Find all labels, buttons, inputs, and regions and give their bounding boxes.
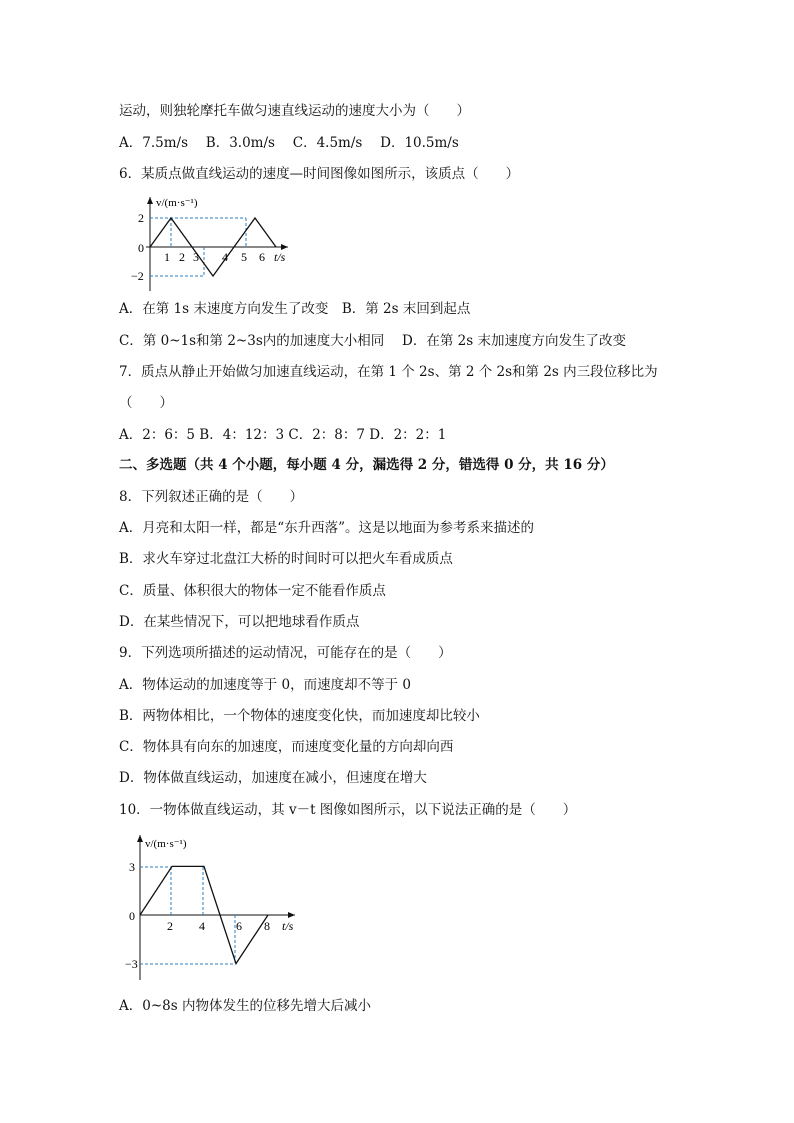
q5-options: A．7.5m/s B．3.0m/s C．4.5m/s D．10.5m/s: [119, 135, 459, 151]
q10-option-a: A．0~8s 内物体发生的位移先增大后减小: [119, 998, 371, 1014]
q7-stem: 7．质点从静止开始做匀加速直线运动，在第 1 个 2s、第 2 个 2s和第 2s 内三段位移比为: [119, 364, 658, 380]
q6-ytick-2: 2: [138, 211, 144, 225]
q8-option-c: C．质量、体积很大的物体一定不能看作质点: [119, 583, 386, 599]
q6-vt-graph: [128, 193, 298, 293]
q8-stem: 8．下列叙述正确的是（ ）: [119, 489, 304, 505]
q10-y-axis-label: v/(m·s⁻¹): [145, 838, 187, 850]
section-multi-choice-heading: 二、多选题（共 4 个小题，每小题 4 分，漏选得 2 分，错选得 0 分，共 16 分）: [119, 457, 614, 473]
q6-xtick-3: 3: [193, 250, 199, 264]
q6-x-axis-label: t/s: [274, 250, 286, 264]
q10-xtick-8: 8: [264, 919, 270, 933]
q6-xtick-2: 2: [179, 250, 185, 264]
q9-option-a: A．物体运动的加速度等于 0，而速度却不等于 0: [119, 677, 412, 693]
q8-option-d: D．在某些情况下，可以把地球看作质点: [119, 614, 360, 630]
q7-options: A．2：6：5 B．4：12：3 C．2：8：7 D．2：2：1: [119, 427, 447, 443]
q6-stem: 6．某质点做直线运动的速度—时间图像如图所示，该质点（ ）: [119, 166, 520, 182]
q5-stem-tail: 运动，则独轮摩托车做匀速直线运动的速度大小为（ ）: [119, 103, 470, 119]
q9-option-c: C．物体具有向东的加速度，而速度变化量的方向却向西: [119, 739, 454, 755]
q6-options-ab: A．在第 1s 末速度方向发生了改变 B．第 2s 末回到起点: [119, 301, 471, 317]
q6-xtick-5: 5: [241, 250, 247, 264]
q6-xtick-4: 4: [222, 250, 228, 264]
q10-ytick-3: 3: [129, 860, 135, 874]
q10-origin-label: 0: [129, 909, 135, 923]
q10-xtick-6: 6: [236, 919, 242, 933]
q6-options-cd: C．第 0~1s和第 2~3s内的加速度大小相同 D．在第 2s 末加速度方向发生了改变: [119, 333, 626, 349]
q10-ytick-neg3: −3: [125, 957, 138, 971]
q10-xtick-4: 4: [199, 919, 205, 933]
q10-xtick-2: 2: [167, 919, 173, 933]
q8-option-b: B．求火车穿过北盘江大桥的时间时可以把火车看成质点: [119, 551, 453, 567]
q8-option-a: A．月亮和太阳一样，都是“东升西落”。这是以地面为参考系来描述的: [119, 520, 535, 536]
q9-option-d: D．物体做直线运动，加速度在减小，但速度在增大: [119, 770, 427, 786]
q9-stem: 9．下列选项所描述的运动情况，可能存在的是（ ）: [119, 645, 452, 661]
q6-xtick-1: 1: [164, 250, 170, 264]
q10-stem: 10．一物体做直线运动，其 v－t 图像如图所示，以下说法正确的是（ ）: [119, 802, 577, 818]
q6-origin-label: 0: [138, 241, 144, 255]
q6-ytick-neg2: −2: [131, 269, 144, 283]
q6-xtick-6: 6: [259, 250, 265, 264]
q7-stem-paren: （ ）: [119, 395, 173, 411]
q10-vt-graph: [125, 830, 305, 985]
q10-x-axis-label: t/s: [282, 919, 294, 933]
q6-y-axis-label: v/(m·s⁻¹): [156, 197, 198, 209]
q9-option-b: B．两物体相比，一个物体的速度变化快，而加速度却比较小: [119, 708, 480, 724]
